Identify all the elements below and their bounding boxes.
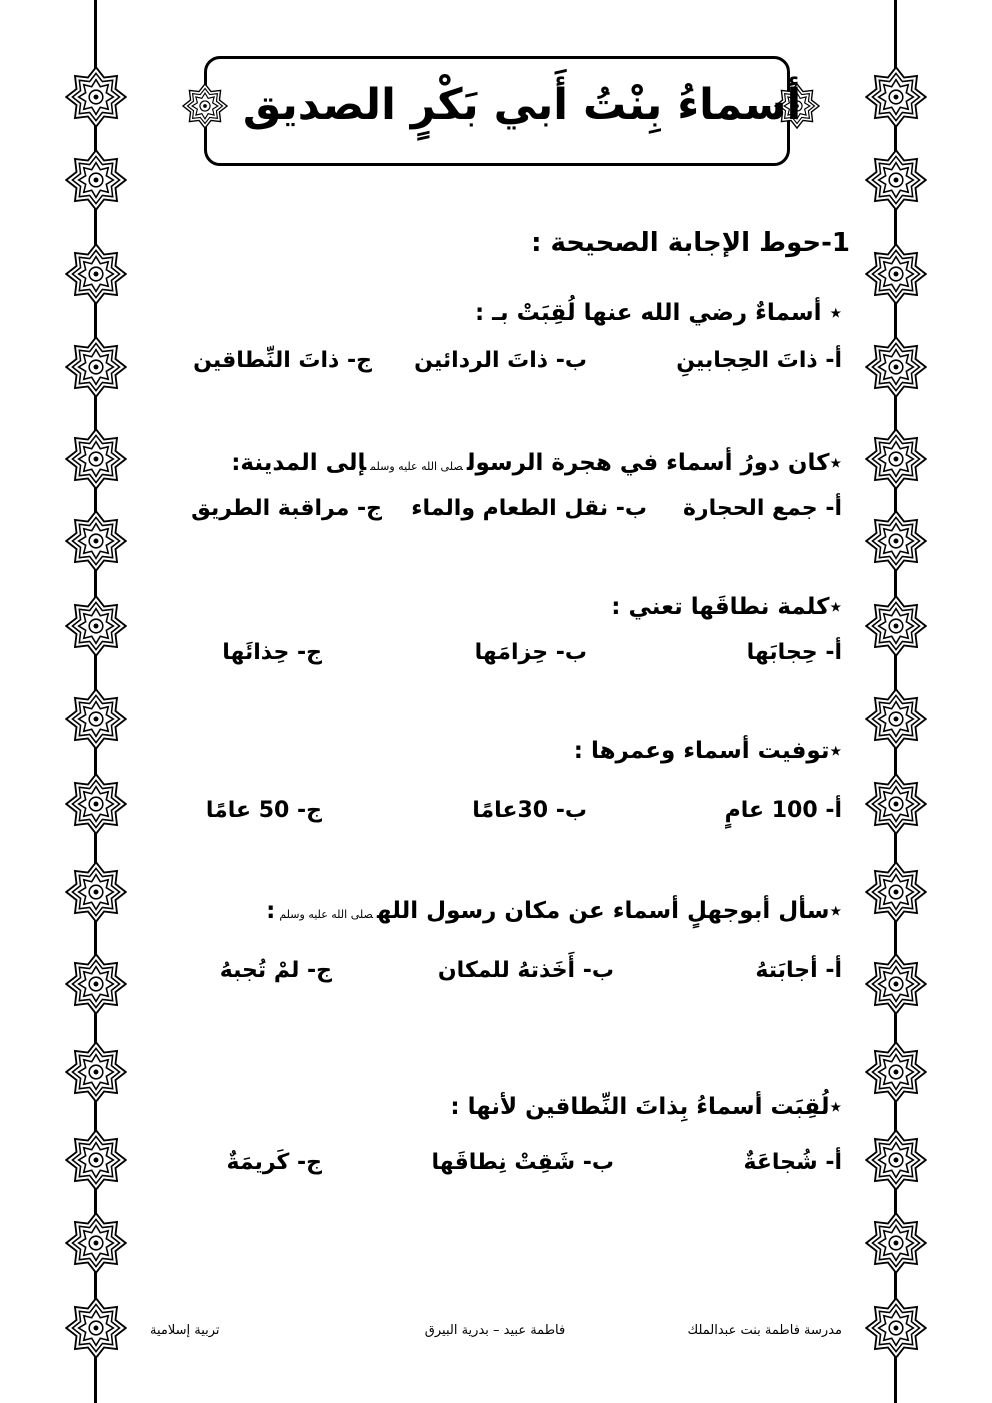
option-b[interactable]: ب- 30عامًا [472, 798, 587, 823]
star-ornament-icon [65, 243, 127, 305]
footer-authors: فاطمة عبيد – بدرية البيرق [424, 1323, 566, 1338]
options-row-2 [150, 496, 842, 536]
star-ornament-icon [865, 861, 927, 923]
option-b[interactable]: ب- ذاتَ الردائين [414, 348, 587, 373]
star-ornament-icon [65, 1297, 127, 1359]
options-row-1 [150, 348, 842, 388]
star-ornament-icon [65, 66, 127, 128]
star-ornament-icon [65, 595, 127, 657]
star-ornament-icon [65, 953, 127, 1015]
option-a[interactable]: أ- أجابَتهُ [755, 958, 842, 983]
star-ornament-icon [65, 1129, 127, 1191]
question-5-text-end: : [266, 898, 276, 924]
options-row-3 [150, 640, 842, 680]
section-heading: 1-حوط الإجابة الصحيحة : [531, 228, 850, 258]
question-2-text-end: إلى المدينة: [231, 450, 367, 476]
question-4: ٭توفيت أسماء وعمرها : [573, 738, 842, 764]
honorific: صلى الله عليه وسلم [279, 908, 374, 921]
star-ornament-icon [865, 510, 927, 572]
star-ornament-icon [65, 861, 127, 923]
footer-subject: تربية إسلامية [150, 1323, 220, 1338]
option-a[interactable]: أ- شُجاعَةٌ [743, 1150, 842, 1175]
star-ornament-icon [865, 1041, 927, 1103]
star-ornament-icon [865, 595, 927, 657]
option-a[interactable]: أ- حِجابَها [746, 640, 842, 665]
question-1: ٭ أسماءٌ رضي الله عنها لُقِبَتْ بـ : [474, 300, 842, 326]
footer-school: مدرسة فاطمة بنت عبدالملك [687, 1323, 842, 1338]
question-5 [266, 898, 842, 924]
question-6: ٭لُقِبَت أسماءُ بِذاتَ النِّطاقين لأنها : [450, 1094, 842, 1120]
options-row-5 [150, 958, 842, 998]
star-ornament-icon [865, 1212, 927, 1274]
option-c[interactable]: ج- لمْ تُجبهُ [219, 958, 332, 983]
option-a[interactable]: أ- 100 عامٍ [724, 798, 842, 823]
star-ornament-icon [65, 149, 127, 211]
option-c[interactable]: ج- حِذائَها [222, 640, 322, 665]
question-3: ٭كلمة نطاقَها تعني : [611, 594, 842, 620]
option-a[interactable]: أ- ذاتَ الحِجابينِ [676, 348, 842, 373]
star-ornament-icon [865, 953, 927, 1015]
star-ornament-icon [865, 1129, 927, 1191]
star-ornament-icon [65, 773, 127, 835]
star-ornament-icon [65, 336, 127, 398]
page-title: أسماءُ بِنْتُ أَبي بَكْرٍ الصديق [242, 80, 802, 130]
option-b[interactable]: ب- أَخَذتهُ للمكان [437, 958, 614, 983]
star-ornament-icon [865, 688, 927, 750]
star-ornament-icon [865, 66, 927, 128]
option-b[interactable]: ب- حِزامَها [474, 640, 587, 665]
option-c[interactable]: ج- كَريمَةٌ [226, 1150, 322, 1175]
star-ornament-icon [65, 428, 127, 490]
honorific: صلى الله عليه وسلم [370, 460, 463, 473]
options-row-4 [150, 798, 842, 838]
option-c[interactable]: ج- ذاتَ النِّطاقين [193, 348, 372, 373]
star-ornament-icon [865, 1297, 927, 1359]
star-ornament-icon [865, 149, 927, 211]
star-ornament-icon [865, 773, 927, 835]
star-ornament-icon [865, 336, 927, 398]
options-row-6 [150, 1150, 842, 1190]
question-2-text: ٭كان دورُ أسماء في هجرة الرسول [466, 450, 842, 476]
star-ornament-icon [865, 428, 927, 490]
star-ornament-icon [182, 83, 228, 129]
star-ornament-icon [65, 510, 127, 572]
option-b[interactable]: ب- شَقِتْ نِطاقَها [431, 1150, 614, 1175]
question-5-text: ٭سأل أبوجهلٍ أسماء عن مكان رسول الله [377, 898, 842, 924]
option-c[interactable]: ج- مراقبة الطريق [191, 496, 382, 521]
star-ornament-icon [865, 243, 927, 305]
option-b[interactable]: ب- نقل الطعام والماء [411, 496, 647, 521]
star-ornament-icon [65, 1212, 127, 1274]
question-2 [231, 450, 842, 476]
option-c[interactable]: ج- 50 عامًا [205, 798, 322, 823]
star-ornament-icon [65, 688, 127, 750]
option-a[interactable]: أ- جمع الحجارة [682, 496, 842, 521]
star-ornament-icon [65, 1041, 127, 1103]
